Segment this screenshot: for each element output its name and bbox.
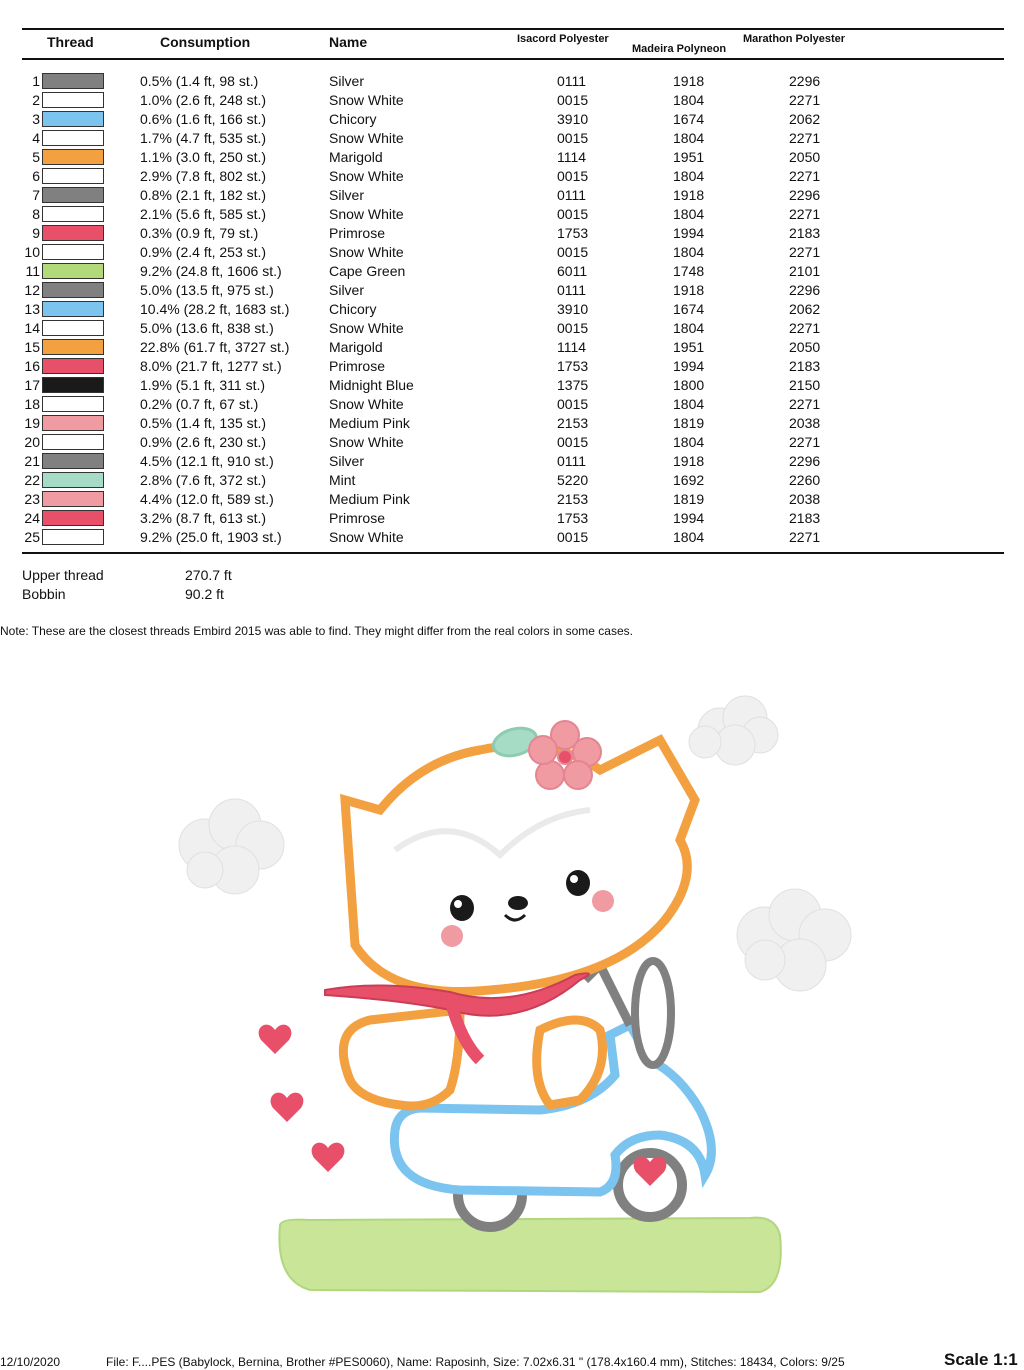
marathon-code: 2271 xyxy=(789,130,821,146)
isacord-code: 1375 xyxy=(557,377,589,393)
thread-number: 8 xyxy=(32,206,40,222)
thread-number: 17 xyxy=(24,377,40,393)
bobbin-label: Bobbin xyxy=(22,586,66,602)
thread-number: 4 xyxy=(32,130,40,146)
thread-color-swatch xyxy=(42,415,104,431)
thread-number: 19 xyxy=(24,415,40,431)
thread-consumption: 0.8% (2.1 ft, 182 st.) xyxy=(140,187,267,203)
thread-color-swatch xyxy=(42,244,104,260)
table-row xyxy=(0,357,1024,376)
thread-name: Snow White xyxy=(329,244,404,260)
marathon-code: 2271 xyxy=(789,244,821,260)
thread-color-swatch xyxy=(42,339,104,355)
thread-number: 2 xyxy=(32,92,40,108)
thread-color-swatch xyxy=(42,206,104,222)
marathon-code: 2038 xyxy=(789,415,821,431)
thread-color-swatch xyxy=(42,434,104,450)
thread-color-swatch xyxy=(42,320,104,336)
marathon-code: 2271 xyxy=(789,92,821,108)
thread-number: 23 xyxy=(24,491,40,507)
isacord-code: 0015 xyxy=(557,434,589,450)
thread-consumption: 22.8% (61.7 ft, 3727 st.) xyxy=(140,339,290,355)
marathon-code: 2050 xyxy=(789,149,821,165)
madeira-code: 1748 xyxy=(673,263,705,279)
marathon-code: 2062 xyxy=(789,111,821,127)
madeira-code: 1674 xyxy=(673,111,705,127)
thread-color-swatch xyxy=(42,73,104,89)
marathon-code: 2050 xyxy=(789,339,821,355)
thread-consumption: 10.4% (28.2 ft, 1683 st.) xyxy=(140,301,290,317)
thread-consumption: 2.8% (7.6 ft, 372 st.) xyxy=(140,472,267,488)
thread-name: Primrose xyxy=(329,225,386,241)
thread-consumption: 3.2% (8.7 ft, 613 st.) xyxy=(140,510,267,526)
marathon-code: 2271 xyxy=(789,320,821,336)
thread-note: Note: These are the closest threads Embird 2015 was able to find. They might differ from the real colors in some cases. xyxy=(0,624,633,638)
marathon-code: 2183 xyxy=(789,510,821,526)
table-row xyxy=(0,186,1024,205)
thread-consumption: 0.6% (1.6 ft, 166 st.) xyxy=(140,111,267,127)
thread-number: 9 xyxy=(32,225,40,241)
table-row xyxy=(0,262,1024,281)
thread-name: Silver xyxy=(329,453,365,469)
isacord-code: 3910 xyxy=(557,111,589,127)
thread-color-swatch xyxy=(42,130,104,146)
isacord-code: 0015 xyxy=(557,244,589,260)
upper-thread-value: 270.7 ft xyxy=(185,567,232,583)
table-row xyxy=(0,224,1024,243)
marathon-code: 2260 xyxy=(789,472,821,488)
heart-3 xyxy=(312,1143,345,1172)
table-row xyxy=(0,528,1024,547)
madeira-code: 1674 xyxy=(673,301,705,317)
marathon-code: 2271 xyxy=(789,396,821,412)
thread-color-swatch xyxy=(42,453,104,469)
thread-number: 6 xyxy=(32,168,40,184)
table-row xyxy=(0,414,1024,433)
marathon-code: 2271 xyxy=(789,206,821,222)
thread-number: 14 xyxy=(24,320,40,336)
thread-consumption: 4.4% (12.0 ft, 589 st.) xyxy=(140,491,274,507)
madeira-code: 1804 xyxy=(673,168,705,184)
header-bottom-rule xyxy=(22,58,1004,60)
madeira-code: 1994 xyxy=(673,358,705,374)
thread-color-swatch xyxy=(42,149,104,165)
thread-number: 15 xyxy=(24,339,40,355)
table-row xyxy=(0,91,1024,110)
thread-name: Mint xyxy=(329,472,356,488)
table-row xyxy=(0,167,1024,186)
table-row xyxy=(0,490,1024,509)
thread-consumption: 4.5% (12.1 ft, 910 st.) xyxy=(140,453,274,469)
thread-consumption: 8.0% (21.7 ft, 1277 st.) xyxy=(140,358,282,374)
thread-color-swatch xyxy=(42,472,104,488)
madeira-code: 1918 xyxy=(673,187,705,203)
thread-consumption: 9.2% (25.0 ft, 1903 st.) xyxy=(140,529,282,545)
madeira-code: 1918 xyxy=(673,453,705,469)
table-row xyxy=(0,433,1024,452)
isacord-code: 1753 xyxy=(557,510,589,526)
thread-color-swatch xyxy=(42,529,104,545)
header-top-rule xyxy=(22,28,1004,30)
isacord-code: 0111 xyxy=(557,453,587,469)
thread-name: Snow White xyxy=(329,206,404,222)
cloud-left xyxy=(179,799,284,894)
madeira-code: 1951 xyxy=(673,149,705,165)
thread-name: Chicory xyxy=(329,111,377,127)
isacord-code: 0015 xyxy=(557,320,589,336)
table-row xyxy=(0,376,1024,395)
table-row xyxy=(0,129,1024,148)
isacord-code: 0111 xyxy=(557,187,587,203)
madeira-code: 1918 xyxy=(673,282,705,298)
madeira-code: 1804 xyxy=(673,92,705,108)
thread-number: 11 xyxy=(25,263,40,279)
table-row xyxy=(0,395,1024,414)
thread-number: 5 xyxy=(32,149,40,165)
thread-number: 16 xyxy=(24,358,40,374)
isacord-code: 0015 xyxy=(557,529,589,545)
thread-consumption: 2.1% (5.6 ft, 585 st.) xyxy=(140,206,267,222)
table-row xyxy=(0,509,1024,528)
table-row xyxy=(0,72,1024,91)
table-row xyxy=(0,148,1024,167)
thread-consumption: 9.2% (24.8 ft, 1606 st.) xyxy=(140,263,282,279)
thread-name: Silver xyxy=(329,282,365,298)
thread-name: Snow White xyxy=(329,434,404,450)
thread-name: Midnight Blue xyxy=(329,377,414,393)
thread-consumption: 0.5% (1.4 ft, 98 st.) xyxy=(140,73,259,89)
thread-name: Primrose xyxy=(329,510,386,526)
grass-patch xyxy=(279,1218,780,1292)
column-header-isacord: Isacord Polyester xyxy=(517,33,609,45)
thread-consumption: 1.9% (5.1 ft, 311 st.) xyxy=(140,377,266,393)
madeira-code: 1804 xyxy=(673,320,705,336)
madeira-code: 1918 xyxy=(673,73,705,89)
thread-consumption: 0.5% (1.4 ft, 135 st.) xyxy=(140,415,267,431)
thread-name: Marigold xyxy=(329,339,383,355)
thread-color-swatch xyxy=(42,111,104,127)
madeira-code: 1800 xyxy=(673,377,705,393)
thread-color-swatch xyxy=(42,92,104,108)
thread-number: 24 xyxy=(24,510,40,526)
madeira-code: 1804 xyxy=(673,244,705,260)
thread-number: 10 xyxy=(24,244,40,260)
footer-date: 12/10/2020 xyxy=(0,1355,61,1369)
thread-color-swatch xyxy=(42,187,104,203)
thread-color-swatch xyxy=(42,358,104,374)
madeira-code: 1819 xyxy=(673,415,705,431)
thread-number: 25 xyxy=(24,529,40,545)
isacord-code: 2153 xyxy=(557,415,589,431)
thread-number: 12 xyxy=(24,282,40,298)
column-header-consumption: Consumption xyxy=(160,34,251,50)
thread-name: Medium Pink xyxy=(329,415,410,431)
table-row xyxy=(0,243,1024,262)
marathon-code: 2296 xyxy=(789,73,821,89)
left-eye xyxy=(450,895,474,921)
table-row xyxy=(0,471,1024,490)
thread-number: 18 xyxy=(24,396,40,412)
thread-color-swatch xyxy=(42,282,104,298)
isacord-code: 0015 xyxy=(557,168,589,184)
marathon-code: 2183 xyxy=(789,358,821,374)
thread-name: Medium Pink xyxy=(329,491,410,507)
marathon-code: 2038 xyxy=(789,491,821,507)
thread-color-swatch xyxy=(42,396,104,412)
thread-name: Snow White xyxy=(329,168,404,184)
thread-consumption: 0.3% (0.9 ft, 79 st.) xyxy=(140,225,259,241)
thread-color-swatch xyxy=(42,377,104,393)
table-row xyxy=(0,319,1024,338)
table-row xyxy=(0,300,1024,319)
thread-name: Primrose xyxy=(329,358,386,374)
upper-thread-label: Upper thread xyxy=(22,567,104,583)
isacord-code: 0111 xyxy=(557,73,587,89)
marathon-code: 2271 xyxy=(789,434,821,450)
footer-file-info: File: F....PES (Babylock, Bernina, Brother #PES0060), Name: Raposinh, Size: 7.02x6.31 " (178.4x160.4 mm), Stitches: 18434, Colors: 9/25 xyxy=(106,1355,845,1369)
isacord-code: 5220 xyxy=(557,472,589,488)
embroidery-design-preview xyxy=(160,680,860,1310)
column-header-madeira: Madeira Polyneon xyxy=(632,43,727,55)
thread-color-swatch xyxy=(42,263,104,279)
thread-number: 21 xyxy=(24,453,40,469)
cloud-right xyxy=(737,889,851,991)
column-header-name: Name xyxy=(329,34,368,50)
thread-number: 20 xyxy=(24,434,40,450)
thread-consumption: 2.9% (7.8 ft, 802 st.) xyxy=(140,168,267,184)
table-bottom-rule xyxy=(22,552,1004,554)
isacord-code: 1114 xyxy=(557,339,587,355)
cloud-top-right xyxy=(689,696,778,765)
thread-consumption: 0.2% (0.7 ft, 67 st.) xyxy=(140,396,259,412)
madeira-code: 1804 xyxy=(673,130,705,146)
marathon-code: 2296 xyxy=(789,453,821,469)
table-row xyxy=(0,338,1024,357)
thread-color-swatch xyxy=(42,510,104,526)
madeira-code: 1951 xyxy=(673,339,705,355)
madeira-code: 1804 xyxy=(673,206,705,222)
marathon-code: 2062 xyxy=(789,301,821,317)
marathon-code: 2101 xyxy=(789,263,821,279)
isacord-code: 6011 xyxy=(557,263,588,279)
thread-name: Snow White xyxy=(329,529,404,545)
thread-color-swatch xyxy=(42,491,104,507)
thread-name: Cape Green xyxy=(329,263,406,279)
heart-2 xyxy=(271,1093,304,1122)
isacord-code: 0015 xyxy=(557,130,589,146)
thread-consumption: 0.9% (2.6 ft, 230 st.) xyxy=(140,434,267,450)
marathon-code: 2296 xyxy=(789,282,821,298)
madeira-code: 1804 xyxy=(673,434,705,450)
thread-consumption: 5.0% (13.5 ft, 975 st.) xyxy=(140,282,274,298)
flower xyxy=(529,721,601,789)
thread-number: 13 xyxy=(24,301,40,317)
thread-consumption: 1.1% (3.0 ft, 250 st.) xyxy=(140,149,267,165)
thread-number: 7 xyxy=(32,187,40,203)
thread-name: Snow White xyxy=(329,396,404,412)
thread-name: Snow White xyxy=(329,130,404,146)
thread-name: Snow White xyxy=(329,320,404,336)
thread-consumption: 0.9% (2.4 ft, 253 st.) xyxy=(140,244,267,260)
thread-color-swatch xyxy=(42,301,104,317)
marathon-code: 2271 xyxy=(789,168,821,184)
thread-name: Silver xyxy=(329,187,365,203)
bobbin-value: 90.2 ft xyxy=(185,586,224,602)
madeira-code: 1994 xyxy=(673,510,705,526)
thread-number: 22 xyxy=(24,472,40,488)
nose xyxy=(508,896,528,910)
isacord-code: 1753 xyxy=(557,225,589,241)
isacord-code: 1753 xyxy=(557,358,589,374)
thread-name: Silver xyxy=(329,73,365,89)
isacord-code: 2153 xyxy=(557,491,589,507)
isacord-code: 0111 xyxy=(557,282,587,298)
thread-consumption: 1.0% (2.6 ft, 248 st.) xyxy=(140,92,267,108)
thread-number: 3 xyxy=(32,111,40,127)
table-row xyxy=(0,110,1024,129)
thread-name: Snow White xyxy=(329,92,404,108)
isacord-code: 1114 xyxy=(557,149,587,165)
thread-name: Marigold xyxy=(329,149,383,165)
table-row xyxy=(0,281,1024,300)
table-row xyxy=(0,452,1024,471)
thread-color-swatch xyxy=(42,168,104,184)
marathon-code: 2296 xyxy=(789,187,821,203)
isacord-code: 3910 xyxy=(557,301,589,317)
marathon-code: 2150 xyxy=(789,377,821,393)
madeira-code: 1804 xyxy=(673,396,705,412)
thread-color-swatch xyxy=(42,225,104,241)
isacord-code: 0015 xyxy=(557,206,589,222)
column-header-marathon: Marathon Polyester xyxy=(743,33,846,45)
table-row xyxy=(0,205,1024,224)
thread-consumption: 1.7% (4.7 ft, 535 st.) xyxy=(140,130,267,146)
heart-1 xyxy=(259,1025,292,1054)
marathon-code: 2271 xyxy=(789,529,821,545)
column-header-thread: Thread xyxy=(47,34,94,50)
madeira-code: 1692 xyxy=(673,472,705,488)
madeira-code: 1804 xyxy=(673,529,705,545)
madeira-code: 1994 xyxy=(673,225,705,241)
thread-name: Chicory xyxy=(329,301,377,317)
right-eye xyxy=(566,870,590,896)
isacord-code: 0015 xyxy=(557,396,589,412)
marathon-code: 2183 xyxy=(789,225,821,241)
scale-label: Scale 1:1 xyxy=(944,1350,1018,1369)
isacord-code: 0015 xyxy=(557,92,589,108)
thread-consumption: 5.0% (13.6 ft, 838 st.) xyxy=(140,320,274,336)
thread-number: 1 xyxy=(32,73,40,89)
madeira-code: 1819 xyxy=(673,491,705,507)
